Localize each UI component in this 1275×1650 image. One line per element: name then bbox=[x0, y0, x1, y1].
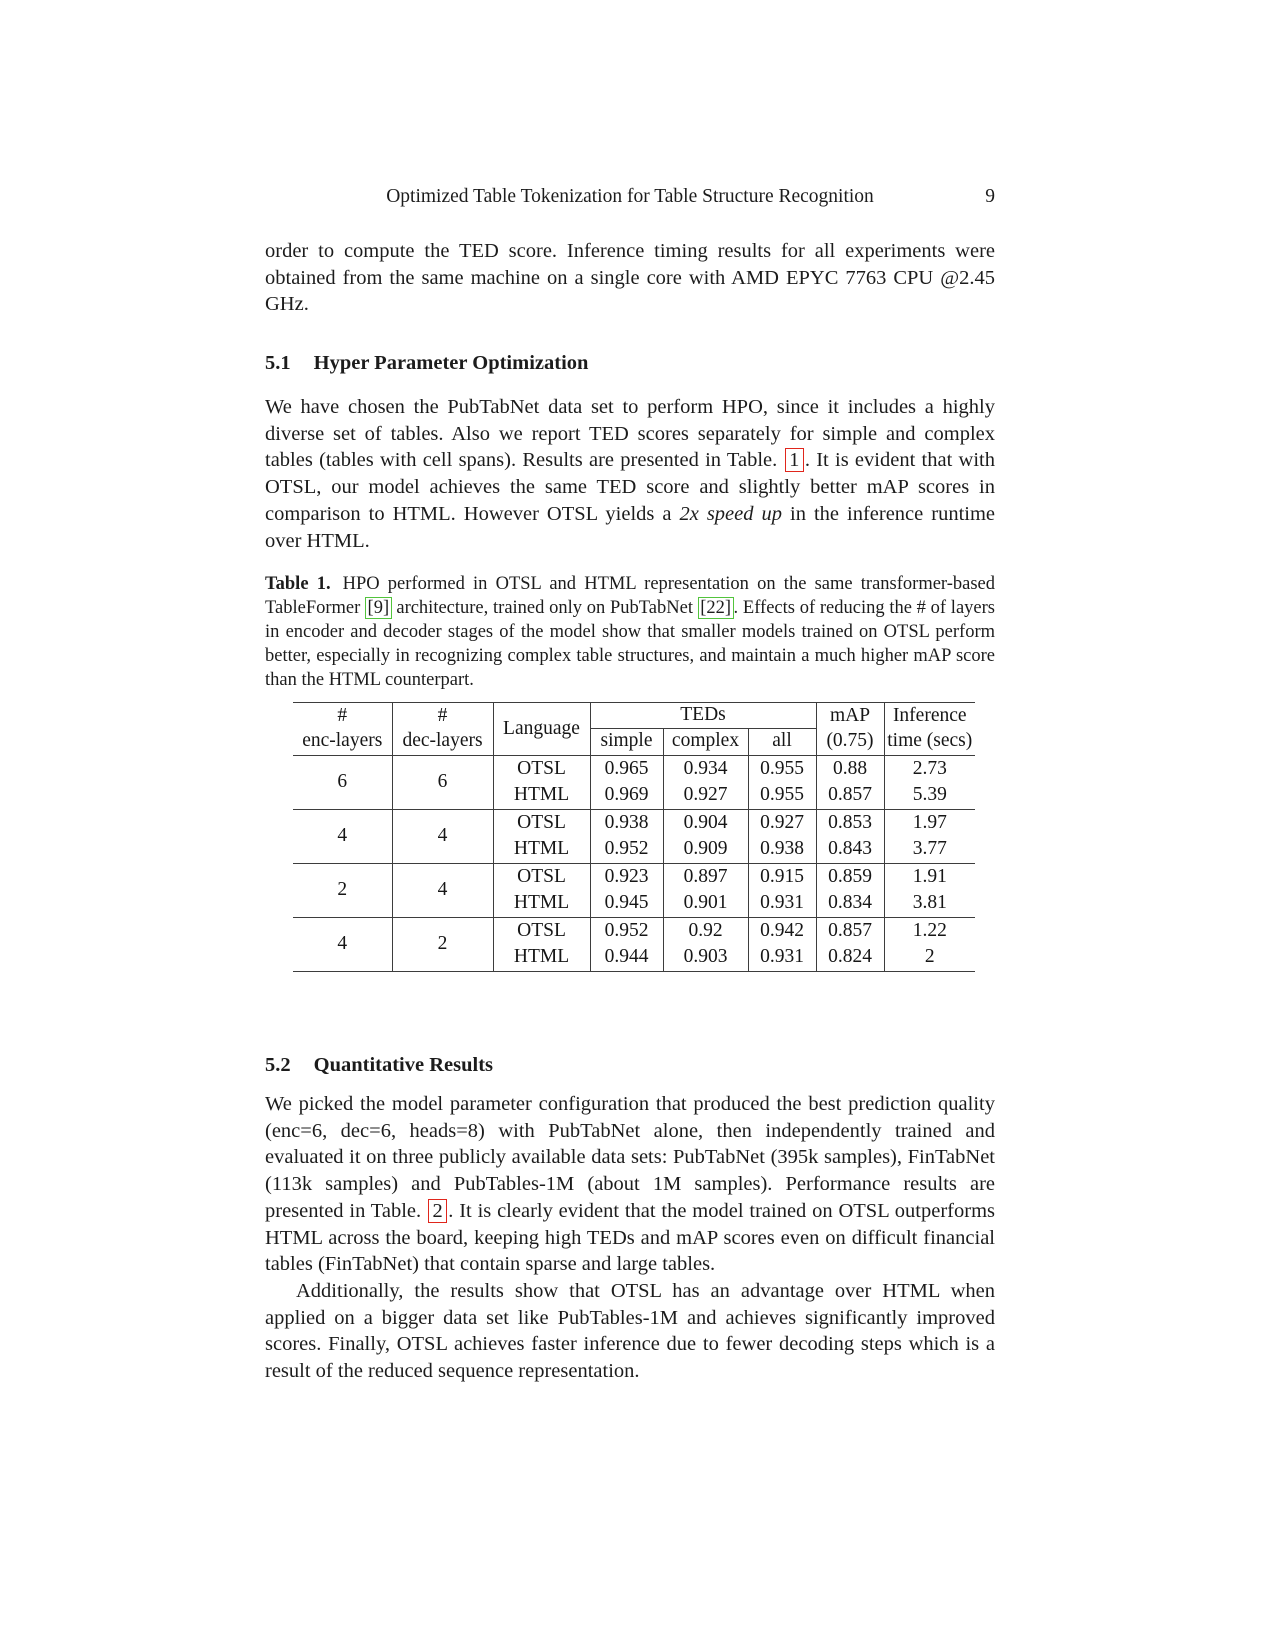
table-ref-link[interactable]: 2 bbox=[428, 1199, 447, 1223]
cell-language: OTSL bbox=[493, 809, 590, 836]
cell-dec-layers: 6 bbox=[392, 755, 493, 809]
cell-all: 0.927 bbox=[748, 809, 816, 836]
cell-language: HTML bbox=[493, 944, 590, 971]
cell-complex: 0.897 bbox=[663, 863, 748, 890]
cell-language: OTSL bbox=[493, 917, 590, 944]
cell-simple: 0.923 bbox=[590, 863, 663, 890]
cell-map: 0.834 bbox=[816, 890, 884, 917]
col-header-line: # bbox=[337, 705, 348, 727]
col-header-line: time (secs) bbox=[887, 729, 973, 751]
cell-map: 0.853 bbox=[816, 809, 884, 836]
col-header-complex: complex bbox=[663, 728, 748, 755]
section-5-2-paragraph-2 bbox=[265, 1278, 995, 1385]
col-header-dec-layers bbox=[392, 703, 493, 756]
cell-complex: 0.934 bbox=[663, 755, 748, 782]
text-segment: in the inference runtime over HTML. bbox=[265, 502, 996, 552]
col-header-teds: TEDs bbox=[590, 703, 816, 729]
cell-time: 2 bbox=[884, 944, 975, 971]
cell-simple: 0.938 bbox=[590, 809, 663, 836]
text-segment: We have chosen the PubTabNet data set to perform HPO, since it includes a highly diverse set of tables. Also we report TED scores separately for simple and complex tables (tables with cell spans). Results are presented in Table. bbox=[265, 396, 995, 472]
text-segment: . Effects of reducing the # of layers in encoder and decoder stages of the model show that smaller models trained on OTSL perform better, especially in recognizing complex table structures, and maintain a much higher mAP score than the HTML counterpart. bbox=[265, 598, 995, 690]
table-1 bbox=[293, 702, 975, 972]
text-segment: We picked the model parameter configuration that produced the best prediction quality (enc=6, dec=6, heads=8) with PubTabNet alone, then independently trained and evaluated it on three publicly available data sets: PubTabNet (395k samples), FinTabNet (113k samples) and PubTables-1M (about 1M samples). Performance results are presented in Table. bbox=[265, 1093, 995, 1222]
col-header-line: dec-layers bbox=[402, 729, 483, 751]
cell-map: 0.857 bbox=[816, 917, 884, 944]
cell-time: 1.22 bbox=[884, 917, 975, 944]
cell-language: HTML bbox=[493, 890, 590, 917]
section-title: Hyper Parameter Optimization bbox=[313, 352, 589, 374]
cell-time: 3.81 bbox=[884, 890, 975, 917]
section-5-2-heading bbox=[265, 1054, 995, 1077]
section-5-2-paragraph-1 bbox=[265, 1091, 995, 1278]
cell-enc-layers: 2 bbox=[293, 863, 392, 917]
col-header-inference bbox=[884, 703, 975, 756]
intro-paragraph bbox=[265, 238, 995, 318]
cell-all: 0.955 bbox=[748, 782, 816, 809]
cell-simple: 0.952 bbox=[590, 836, 663, 863]
col-header-line: (0.75) bbox=[826, 729, 874, 751]
text-segment: . It is clearly evident that the model trained on OTSL outperforms HTML across the board, keeping high TEDs and mAP scores even on difficult financial tables (FinTabNet) that contain sparse and large tables. bbox=[265, 1199, 995, 1276]
cell-time: 3.77 bbox=[884, 836, 975, 863]
cell-complex: 0.909 bbox=[663, 836, 748, 863]
section-5-1-heading bbox=[265, 352, 995, 375]
text-segment: architecture, trained only on PubTabNet bbox=[391, 598, 698, 618]
cell-simple: 0.945 bbox=[590, 890, 663, 917]
text-segment: Table 1. bbox=[265, 574, 331, 594]
col-header-enc-layers bbox=[293, 703, 392, 756]
cell-complex: 0.92 bbox=[663, 917, 748, 944]
table-1-caption bbox=[265, 572, 995, 692]
cell-all: 0.931 bbox=[748, 890, 816, 917]
cell-map: 0.824 bbox=[816, 944, 884, 971]
table-1-container bbox=[293, 702, 975, 972]
col-header-language: Language bbox=[493, 703, 590, 756]
cell-time: 2.73 bbox=[884, 755, 975, 782]
text-segment: 2x speed up bbox=[679, 502, 783, 525]
cell-map: 0.859 bbox=[816, 863, 884, 890]
citation-link[interactable]: [22] bbox=[698, 597, 734, 619]
cell-simple: 0.965 bbox=[590, 755, 663, 782]
section-number: 5.1 bbox=[265, 352, 291, 374]
cell-time: 5.39 bbox=[884, 782, 975, 809]
cell-all: 0.942 bbox=[748, 917, 816, 944]
col-header-map bbox=[816, 703, 884, 756]
cell-language: HTML bbox=[493, 782, 590, 809]
running-head bbox=[265, 186, 995, 208]
cell-language: OTSL bbox=[493, 755, 590, 782]
cell-all: 0.955 bbox=[748, 755, 816, 782]
page-number: 9 bbox=[985, 186, 995, 207]
col-header-line: mAP bbox=[829, 705, 871, 727]
cell-all: 0.931 bbox=[748, 944, 816, 971]
cell-complex: 0.903 bbox=[663, 944, 748, 971]
cell-language: HTML bbox=[493, 836, 590, 863]
col-header-simple: simple bbox=[590, 728, 663, 755]
text-segment: order to compute the TED score. Inference timing results for all experiments were obtained from the same machine on a single core with AMD EPYC 7763 CPU @2.45 GHz. bbox=[265, 240, 995, 316]
cell-language: OTSL bbox=[493, 863, 590, 890]
cell-complex: 0.927 bbox=[663, 782, 748, 809]
cell-time: 1.91 bbox=[884, 863, 975, 890]
cell-complex: 0.901 bbox=[663, 890, 748, 917]
cell-simple: 0.944 bbox=[590, 944, 663, 971]
section-5-1-paragraph bbox=[265, 394, 995, 554]
cell-dec-layers: 4 bbox=[392, 809, 493, 863]
cell-simple: 0.952 bbox=[590, 917, 663, 944]
cell-dec-layers: 2 bbox=[392, 917, 493, 971]
table-1-body bbox=[293, 755, 975, 971]
cell-map: 0.88 bbox=[816, 755, 884, 782]
cell-time: 1.97 bbox=[884, 809, 975, 836]
running-head-title: Optimized Table Tokenization for Table Structure Recognition bbox=[386, 186, 874, 207]
text-segment: . It is evident that with OTSL, our model achieves the same TED score and slightly better mAP scores in comparison to HTML. However OTSL yields a bbox=[265, 449, 995, 525]
cell-enc-layers: 4 bbox=[293, 809, 392, 863]
cell-map: 0.857 bbox=[816, 782, 884, 809]
col-header-all: all bbox=[748, 728, 816, 755]
col-header-line: # bbox=[437, 705, 448, 727]
section-number: 5.2 bbox=[265, 1054, 291, 1076]
text-segment: Additionally, the results show that OTSL has an advantage over HTML when applied on a bigger data set like PubTables-1M and achieves significantly improved scores. Finally, OTSL achieves faster inference due to fewer decoding steps which is a result of the reduced sequence representation. bbox=[265, 1279, 995, 1383]
cell-all: 0.938 bbox=[748, 836, 816, 863]
table-ref-link[interactable]: 1 bbox=[785, 448, 804, 472]
col-header-line: enc-layers bbox=[302, 729, 383, 751]
citation-link[interactable]: [9] bbox=[365, 597, 392, 619]
cell-enc-layers: 4 bbox=[293, 917, 392, 971]
cell-simple: 0.969 bbox=[590, 782, 663, 809]
section-title: Quantitative Results bbox=[313, 1054, 493, 1076]
section-5-2-text bbox=[265, 1091, 995, 1385]
cell-complex: 0.904 bbox=[663, 809, 748, 836]
text-segment: HPO performed in OTSL and HTML representation on the same transformer-based TableFormer bbox=[265, 574, 996, 618]
cell-dec-layers: 4 bbox=[392, 863, 493, 917]
cell-enc-layers: 6 bbox=[293, 755, 392, 809]
cell-map: 0.843 bbox=[816, 836, 884, 863]
cell-all: 0.915 bbox=[748, 863, 816, 890]
col-header-line: Inference bbox=[892, 705, 967, 727]
